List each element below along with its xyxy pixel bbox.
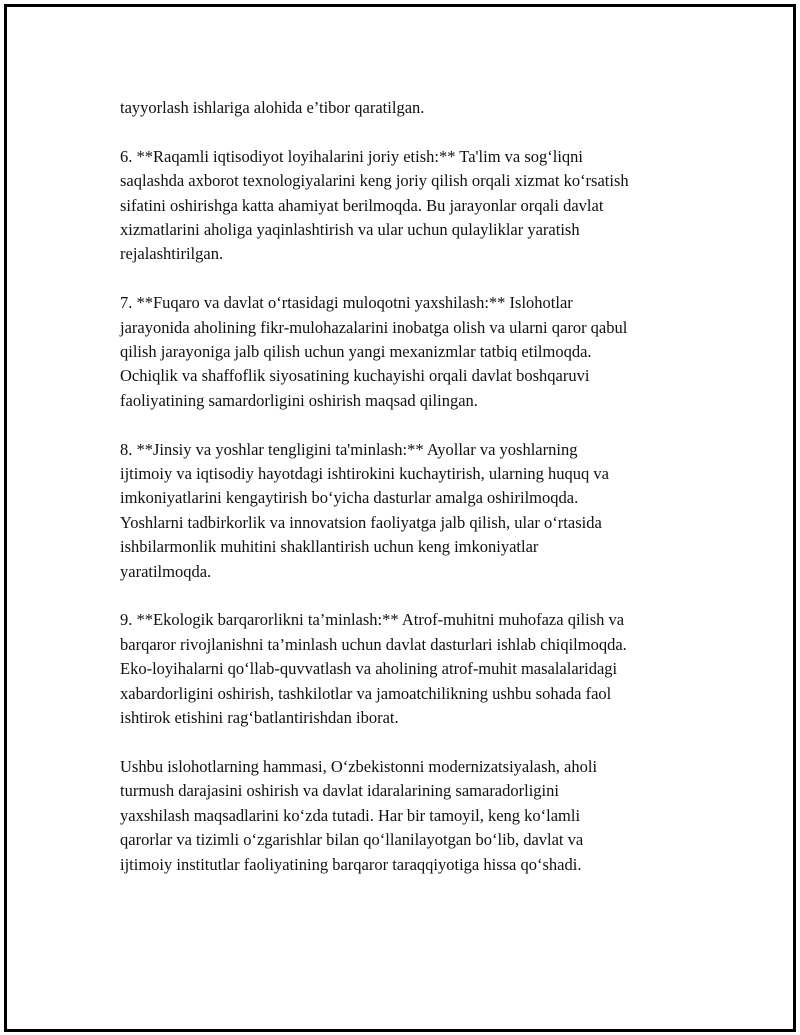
text-line: qilish jarayoniga jalb qilish uchun yangi mexanizmlar tatbiq etilmoqda. — [120, 342, 592, 362]
text-line: saqlashda axborot texnologiyalarini keng joriy qilish orqali xizmat ko‘rsatish — [120, 171, 629, 191]
text-line: Ochiqlik va shaffoflik siyosatining kuchayishi orqali davlat boshqaruvi — [120, 366, 590, 386]
text-line: xizmatlarini aholiga yaqinlashtirish va ular uchun qulayliklar yaratish — [120, 220, 580, 240]
text-line: faoliyatining samardorligini oshirish maqsad qilingan. — [120, 390, 478, 410]
paragraph-item-6 — [120, 145, 690, 267]
document-body — [120, 96, 690, 901]
paragraph-item-9 — [120, 608, 690, 730]
paragraph-item-8 — [120, 438, 690, 584]
paragraph-item-7 — [120, 291, 690, 413]
text-line: yaxshilash maqsadlarini ko‘zda tutadi. Har bir tamoyil, keng ko‘lamli — [120, 805, 581, 825]
text-line: 8. **Jinsiy va yoshlar tengligini ta'minlash:** Ayollar va yoshlarning — [120, 439, 578, 459]
paragraph-intro-tail — [120, 96, 690, 120]
text-line: 6. **Raqamli iqtisodiyot loyihalarini joriy etish:** Ta'lim va sog‘liqni — [120, 146, 584, 166]
text-line: yaratilmoqda. — [120, 561, 212, 581]
text-line: qarorlar va tizimli o‘zgarishlar bilan qo‘llanilayotgan bo‘lib, davlat va — [120, 830, 584, 850]
text-line: 9. **Ekologik barqarorlikni ta’minlash:** Atrof-muhitni muhofaza qilish va — [120, 610, 625, 630]
text-line: xabardorligini oshirish, tashkilotlar va jamoatchilikning ushbu sohada faol — [120, 683, 612, 703]
text-line: imkoniyatlarini kengaytirish bo‘yicha dasturlar amalga oshirilmoqda. — [120, 488, 579, 508]
text-line: ijtimoiy institutlar faoliyatining barqaror taraqqiyotiga hissa qo‘shadi. — [120, 854, 582, 874]
text-line: jarayonida aholining fikr-mulohazalarini inobatga olish va ularni qaror qabul — [120, 317, 628, 337]
text-line: ishtirok etishini rag‘batlantirishdan iborat. — [120, 708, 399, 728]
text-line: rejalashtirilgan. — [120, 244, 224, 264]
text-line: Ushbu islohotlarning hammasi, O‘zbekistonni modernizatsiyalash, aholi — [120, 756, 598, 776]
text-line: ijtimoiy va iqtisodiy hayotdagi ishtirokini kuchaytirish, ularning huquq va — [120, 464, 609, 484]
text-line: sifatini oshirishga katta ahamiyat berilmoqda. Bu jarayonlar orqali davlat — [120, 195, 604, 215]
text-line: 7. **Fuqaro va davlat o‘rtasidagi muloqotni yaxshilash:** Islohotlar — [120, 293, 573, 313]
text-line: Eko-loyihalarni qo‘llab-quvvatlash va aholining atrof-muhit masalalaridagi — [120, 659, 618, 679]
page-frame — [4, 4, 796, 1032]
paragraph-conclusion — [120, 755, 690, 877]
text-line: Yoshlarni tadbirkorlik va innovatsion faoliyatga jalb qilish, ular o‘rtasida — [120, 512, 602, 532]
text-line: ishbilarmonlik muhitini shakllantirish uchun keng imkoniyatlar — [120, 537, 539, 557]
text-line: tayyorlash ishlariga alohida e’tibor qaratilgan. — [120, 98, 425, 117]
text-line: barqaror rivojlanishni ta’minlash uchun davlat dasturlari ishlab chiqilmoqda. — [120, 634, 627, 654]
text-line: turmush darajasini oshirish va davlat idaralarining samaradorligini — [120, 781, 559, 801]
